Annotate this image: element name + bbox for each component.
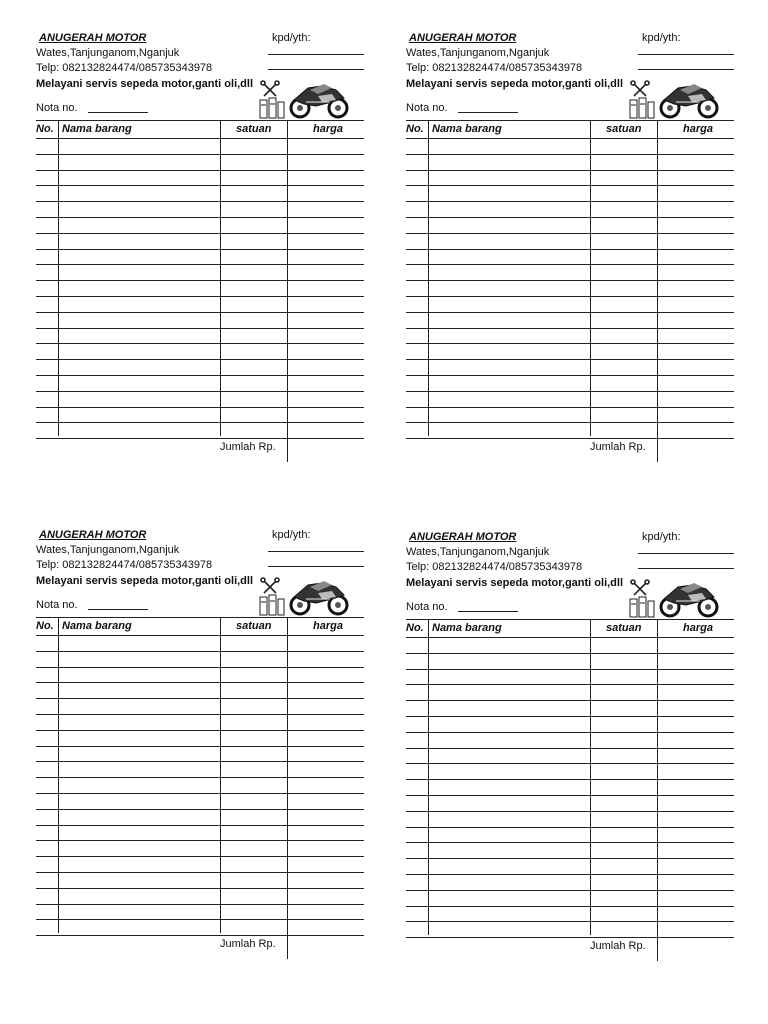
business-name: ANUGERAH MOTOR <box>409 32 517 44</box>
table-row-line <box>406 921 734 922</box>
business-phone: Telp: 082132824474/085735343978 <box>406 561 583 573</box>
table-top-line <box>406 120 734 121</box>
nota-number-label: Nota no. <box>36 599 78 611</box>
motorcycle-icon <box>291 84 347 117</box>
table-row-line <box>406 217 734 218</box>
business-address: Wates,Tanjunganom,Nganjuk <box>36 544 180 556</box>
col-header-satuan: satuan <box>606 123 642 135</box>
recipient-label: kpd/yth: <box>642 531 681 543</box>
col-divider-nama <box>590 619 591 935</box>
col-header-no: No. <box>36 123 54 135</box>
recipient-line-1 <box>638 54 734 55</box>
table-row-line <box>406 280 734 281</box>
table-row-line <box>406 201 734 202</box>
total-label: Jumlah Rp. <box>590 940 646 952</box>
table-row-line <box>406 890 734 891</box>
nota-number-line <box>458 611 518 612</box>
table-row-line <box>406 906 734 907</box>
col-divider-satuan <box>287 617 288 959</box>
nota-number-line <box>458 112 518 113</box>
table-row-line <box>36 438 364 439</box>
nota-number-label: Nota no. <box>36 102 78 114</box>
table-row-line <box>406 264 734 265</box>
motorcycle-icon <box>661 84 717 117</box>
table-row-line <box>406 732 734 733</box>
motorcycle-logo <box>258 80 350 120</box>
table-header-line <box>36 635 364 636</box>
business-phone: Telp: 082132824474/085735343978 <box>36 559 213 571</box>
table-row-line <box>36 904 364 905</box>
table-row-line <box>36 793 364 794</box>
table-row-line <box>36 777 364 778</box>
table-row-line <box>36 422 364 423</box>
business-phone: Telp: 082132824474/085735343978 <box>406 62 583 74</box>
table-row-line <box>36 809 364 810</box>
table-row-line <box>36 761 364 762</box>
table-row-line <box>406 170 734 171</box>
total-label: Jumlah Rp. <box>220 938 276 950</box>
table-row-line <box>36 201 364 202</box>
table-row-line <box>36 343 364 344</box>
table-row-line <box>36 667 364 668</box>
motorcycle-logo <box>628 579 720 619</box>
nota-form-4 <box>406 531 746 1001</box>
col-divider-satuan <box>657 120 658 462</box>
table-header-line <box>406 637 734 638</box>
recipient-line-1 <box>638 553 734 554</box>
table-row-line <box>406 811 734 812</box>
table-row-line <box>36 682 364 683</box>
table-row-line <box>406 185 734 186</box>
table-row-line <box>406 716 734 717</box>
table-row-line <box>36 698 364 699</box>
table-row-line <box>36 825 364 826</box>
oil-can-icon <box>630 597 654 617</box>
table-row-line <box>36 328 364 329</box>
table-top-line <box>36 617 364 618</box>
tools-icon <box>261 81 279 96</box>
table-row-line <box>36 935 364 936</box>
table-row-line <box>406 438 734 439</box>
recipient-label: kpd/yth: <box>642 32 681 44</box>
recipient-line-2 <box>268 69 364 70</box>
table-row-line <box>406 827 734 828</box>
table-row-line <box>406 233 734 234</box>
tools-icon <box>631 81 649 96</box>
table-row-line <box>36 714 364 715</box>
table-header-line <box>406 138 734 139</box>
recipient-label: kpd/yth: <box>272 529 311 541</box>
col-header-satuan: satuan <box>606 622 642 634</box>
table-row-line <box>36 746 364 747</box>
table-row-line <box>36 264 364 265</box>
table-row-line <box>406 249 734 250</box>
business-name: ANUGERAH MOTOR <box>39 32 147 44</box>
table-row-line <box>406 296 734 297</box>
total-label: Jumlah Rp. <box>220 441 276 453</box>
business-phone: Telp: 082132824474/085735343978 <box>36 62 213 74</box>
recipient-label: kpd/yth: <box>272 32 311 44</box>
table-row-line <box>406 154 734 155</box>
table-row-line <box>406 684 734 685</box>
table-row-line <box>36 651 364 652</box>
table-row-line <box>36 730 364 731</box>
business-services: Melayani servis sepeda motor,ganti oli,dll <box>406 78 624 90</box>
recipient-line-1 <box>268 54 364 55</box>
recipient-line-2 <box>638 69 734 70</box>
table-top-line <box>406 619 734 620</box>
business-address: Wates,Tanjunganom,Nganjuk <box>36 47 180 59</box>
motorcycle-logo <box>258 577 350 617</box>
table-row-line <box>36 233 364 234</box>
table-row-line <box>36 391 364 392</box>
table-row-line <box>36 407 364 408</box>
table-row-line <box>406 748 734 749</box>
nota-number-line <box>88 609 148 610</box>
oil-can-icon <box>630 98 654 118</box>
table-row-line <box>406 858 734 859</box>
table-row-line <box>406 312 734 313</box>
nota-form-1 <box>36 32 376 502</box>
col-header-no: No. <box>406 123 424 135</box>
col-divider-no <box>58 617 59 933</box>
col-header-nama-barang: Nama barang <box>62 620 132 632</box>
col-divider-no <box>428 619 429 935</box>
recipient-line-2 <box>638 568 734 569</box>
table-row-line <box>36 280 364 281</box>
table-row-line <box>36 856 364 857</box>
table-row-line <box>406 343 734 344</box>
col-header-nama-barang: Nama barang <box>62 123 132 135</box>
col-header-harga: harga <box>313 620 343 632</box>
business-address: Wates,Tanjunganom,Nganjuk <box>406 546 550 558</box>
table-row-line <box>36 840 364 841</box>
table-row-line <box>406 375 734 376</box>
table-header-line <box>36 138 364 139</box>
table-row-line <box>406 407 734 408</box>
col-header-nama-barang: Nama barang <box>432 622 502 634</box>
table-row-line <box>36 217 364 218</box>
business-services: Melayani servis sepeda motor,ganti oli,dll <box>406 577 624 589</box>
table-row-line <box>406 937 734 938</box>
col-header-no: No. <box>36 620 54 632</box>
table-row-line <box>36 919 364 920</box>
table-row-line <box>406 653 734 654</box>
col-divider-nama <box>220 120 221 436</box>
business-name: ANUGERAH MOTOR <box>409 531 517 543</box>
table-row-line <box>36 359 364 360</box>
table-row-line <box>406 359 734 360</box>
col-header-no: No. <box>406 622 424 634</box>
table-row-line <box>406 842 734 843</box>
business-name: ANUGERAH MOTOR <box>39 529 147 541</box>
total-label: Jumlah Rp. <box>590 441 646 453</box>
table-row-line <box>36 375 364 376</box>
col-divider-satuan <box>657 619 658 961</box>
oil-can-icon <box>260 595 284 615</box>
tools-icon <box>631 580 649 595</box>
table-row-line <box>36 312 364 313</box>
table-row-line <box>406 795 734 796</box>
col-divider-no <box>58 120 59 436</box>
nota-number-label: Nota no. <box>406 601 448 613</box>
tools-icon <box>261 578 279 593</box>
table-row-line <box>406 391 734 392</box>
table-row-line <box>36 249 364 250</box>
table-row-line <box>36 170 364 171</box>
table-row-line <box>406 763 734 764</box>
table-row-line <box>406 669 734 670</box>
col-divider-no <box>428 120 429 436</box>
table-row-line <box>36 185 364 186</box>
nota-form-3 <box>36 529 376 999</box>
business-services: Melayani servis sepeda motor,ganti oli,dll <box>36 78 254 90</box>
table-row-line <box>36 296 364 297</box>
motorcycle-icon <box>291 581 347 614</box>
nota-number-label: Nota no. <box>406 102 448 114</box>
recipient-line-2 <box>268 566 364 567</box>
col-header-harga: harga <box>683 622 713 634</box>
table-top-line <box>36 120 364 121</box>
nota-form-2 <box>406 32 746 502</box>
table-row-line <box>406 779 734 780</box>
business-address: Wates,Tanjunganom,Nganjuk <box>406 47 550 59</box>
col-divider-nama <box>590 120 591 436</box>
col-divider-satuan <box>287 120 288 462</box>
table-row-line <box>406 328 734 329</box>
table-row-line <box>406 874 734 875</box>
col-header-nama-barang: Nama barang <box>432 123 502 135</box>
motorcycle-icon <box>661 583 717 616</box>
oil-can-icon <box>260 98 284 118</box>
table-row-line <box>36 888 364 889</box>
col-header-harga: harga <box>313 123 343 135</box>
col-header-harga: harga <box>683 123 713 135</box>
table-row-line <box>406 700 734 701</box>
motorcycle-logo <box>628 80 720 120</box>
table-row-line <box>406 422 734 423</box>
table-row-line <box>36 154 364 155</box>
table-row-line <box>36 872 364 873</box>
recipient-line-1 <box>268 551 364 552</box>
col-divider-nama <box>220 617 221 933</box>
business-services: Melayani servis sepeda motor,ganti oli,dll <box>36 575 254 587</box>
col-header-satuan: satuan <box>236 123 272 135</box>
nota-number-line <box>88 112 148 113</box>
col-header-satuan: satuan <box>236 620 272 632</box>
